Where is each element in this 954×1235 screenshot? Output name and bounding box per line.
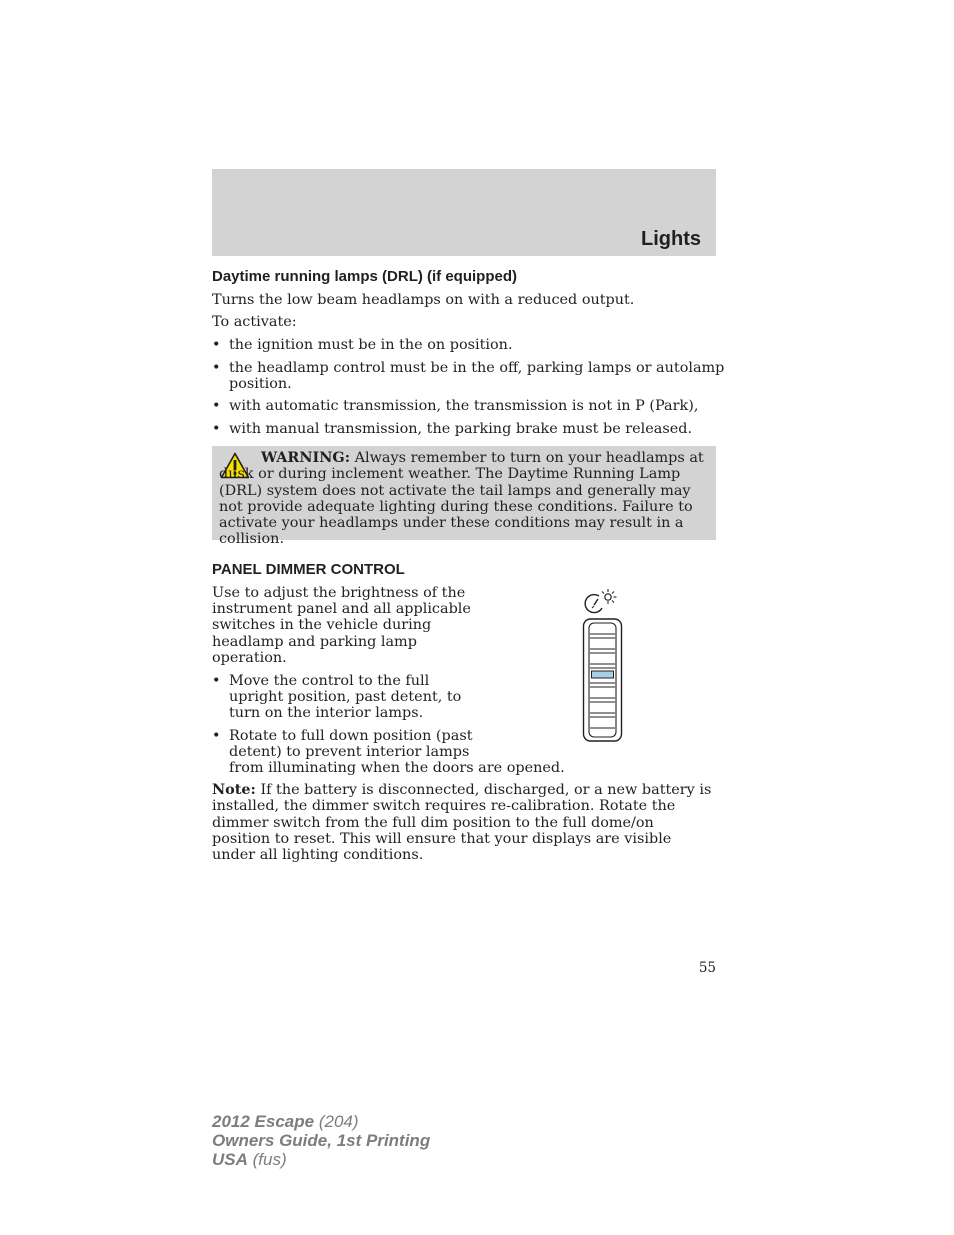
- panel-dimmer-icon: [581, 586, 625, 744]
- dimmer-bullet-1-line: upright position, past detent, to: [229, 689, 462, 705]
- section-title: Lights: [641, 228, 701, 250]
- drl-to-activate: To activate:: [212, 314, 297, 330]
- warning-box: [212, 446, 716, 548]
- dimmer-intro-line: headlamp and parking lamp: [212, 634, 417, 650]
- drl-bullet-2-cont: position.: [229, 376, 292, 392]
- footer: [212, 1112, 430, 1169]
- note-paragraph: [212, 782, 712, 863]
- drl-bullet-1: the ignition must be in the on position.: [229, 337, 513, 353]
- dimmer-bullet-2-line: Rotate to full down position (past: [229, 728, 473, 744]
- bullet-mark: •: [212, 398, 221, 414]
- footer-region: USA: [212, 1150, 248, 1169]
- dimmer-bullet-2-line: detent) to prevent interior lamps: [229, 744, 470, 760]
- drl-heading: Daytime running lamps (DRL) (if equipped): [212, 268, 518, 285]
- dimmer-intro-line: instrument panel and all applicable: [212, 601, 471, 617]
- dimmer-bullet-2-line: from illuminating when the doors are opened.: [229, 760, 565, 776]
- footer-model-code: (204): [318, 1112, 359, 1131]
- warning-label: WARNING:: [261, 449, 351, 466]
- note-body: If the battery is disconnected, discharged, or a new battery is installed, the dimmer switch requires re-calibration. Rotate the dimmer switch from the full dim position to the full dome/on position to reset. This will ensure that your displays are visible under all lighting conditions.: [212, 782, 712, 864]
- bullet-mark: •: [212, 360, 221, 376]
- bullet-mark: •: [212, 673, 221, 689]
- drl-bullet-4: with manual transmission, the parking brake must be released.: [229, 421, 693, 437]
- bullet-mark: •: [212, 421, 221, 437]
- footer-guide: Owners Guide, 1st Printing: [212, 1131, 431, 1150]
- dimmer-intro-line: switches in the vehicle during: [212, 617, 432, 633]
- footer-region-code: (fus): [252, 1150, 287, 1169]
- drl-intro: Turns the low beam headlamps on with a reduced output.: [212, 292, 635, 308]
- note-label: Note:: [212, 781, 256, 798]
- drl-bullet-3: with automatic transmission, the transmission is not in P (Park),: [229, 398, 699, 414]
- bullet-mark: •: [212, 337, 221, 353]
- warning-body: Always remember to turn on your headlamps at dusk or during inclement weather. The Daytime Running Lamp (DRL) system does not activate the tail lamps and generally may not provide adequate lighting during these conditions. Failure to activate your headlamps under these conditions may result in a collision.: [219, 450, 704, 548]
- panel-dimmer-heading: PANEL DIMMER CONTROL: [212, 561, 405, 578]
- drl-bullet-2: the headlamp control must be in the off, parking lamps or autolamp: [229, 360, 725, 376]
- dimmer-intro-line: operation.: [212, 650, 287, 666]
- bullet-mark: •: [212, 728, 221, 744]
- page-number: 55: [698, 960, 716, 976]
- warning-text: [219, 450, 709, 548]
- footer-model: 2012 Escape: [212, 1112, 315, 1131]
- dimmer-bullet-1-line: Move the control to the full: [229, 673, 430, 689]
- section-header-band: [212, 169, 716, 256]
- dimmer-bullet-1-line: turn on the interior lamps.: [229, 705, 424, 721]
- dimmer-intro-line: Use to adjust the brightness of the: [212, 585, 466, 601]
